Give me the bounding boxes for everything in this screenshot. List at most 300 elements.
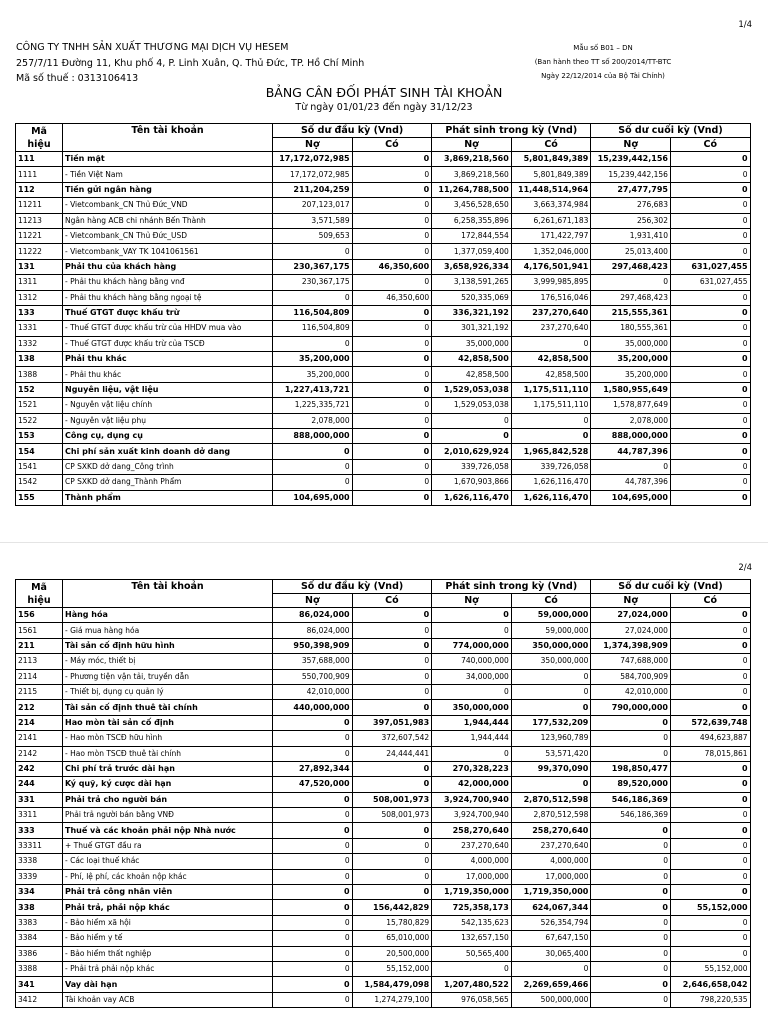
account-code: 211 — [16, 638, 63, 653]
header-movement: Phát sinh trong kỳ (Vnd) — [432, 124, 591, 138]
account-name: - Máy móc, thiết bị — [63, 654, 273, 669]
header-opening: Số dư đầu kỳ (Vnd) — [273, 124, 432, 138]
form-issued-date: Ngày 22/12/2014 của Bộ Tài Chính) — [541, 72, 665, 80]
closing-debit: 0 — [591, 715, 671, 730]
closing-debit: 0 — [591, 885, 671, 900]
opening-debit: 0 — [273, 808, 353, 823]
account-name: CP SXKD dở dang_Công trình — [63, 459, 273, 474]
table-row — [16, 961, 751, 976]
opening-debit: 35,200,000 — [273, 367, 353, 382]
opening-credit: 46,350,600 — [352, 259, 432, 274]
closing-credit: 0 — [670, 885, 750, 900]
account-code: 154 — [16, 444, 63, 459]
closing-credit: 0 — [670, 669, 750, 684]
closing-debit: 25,013,400 — [591, 244, 671, 259]
closing-credit: 0 — [670, 869, 750, 884]
closing-credit: 0 — [670, 444, 750, 459]
table-row — [16, 429, 751, 444]
header-debit: Nợ — [591, 138, 671, 152]
account-code: 131 — [16, 259, 63, 274]
closing-debit: 1,578,877,649 — [591, 398, 671, 413]
account-name: - Vietcombank_CN Thủ Đức_VND — [63, 198, 273, 213]
account-name: - Phí, lệ phí, các khoản nộp khác — [63, 869, 273, 884]
opening-debit: 211,204,259 — [273, 182, 353, 197]
company-address: 257/7/11 Đường 11, Khu phố 4, P. Linh Xuân, Q. Thủ Đức, TP. Hồ Chí Minh — [16, 57, 365, 69]
closing-credit: 0 — [670, 321, 750, 336]
closing-credit: 0 — [670, 198, 750, 213]
table-row — [16, 608, 751, 623]
table-row — [16, 321, 751, 336]
closing-credit: 0 — [670, 244, 750, 259]
header-movement: Phát sinh trong kỳ (Vnd) — [432, 580, 591, 594]
movement-credit: 1,626,116,470 — [511, 475, 591, 490]
account-code: 3386 — [16, 946, 63, 961]
movement-credit: 171,422,797 — [511, 228, 591, 243]
account-name: Vay dài hạn — [63, 977, 273, 992]
movement-debit: 1,377,059,400 — [432, 244, 512, 259]
opening-credit: 0 — [352, 198, 432, 213]
table-row — [16, 490, 751, 505]
table-row — [16, 915, 751, 930]
movement-credit: 237,270,640 — [511, 321, 591, 336]
movement-debit: 1,670,903,866 — [432, 475, 512, 490]
opening-debit: 0 — [273, 900, 353, 915]
movement-credit: 0 — [511, 336, 591, 351]
opening-debit: 509,653 — [273, 228, 353, 243]
opening-credit: 0 — [352, 490, 432, 505]
opening-debit: 0 — [273, 459, 353, 474]
company-tax-code: Mã số thuế : 0313106413 — [16, 73, 139, 84]
closing-credit: 0 — [670, 684, 750, 699]
header-debit: Nợ — [273, 138, 353, 152]
closing-credit: 0 — [670, 792, 750, 807]
closing-credit: 0 — [670, 336, 750, 351]
closing-credit: 0 — [670, 167, 750, 182]
header-name: Tên tài khoản — [63, 124, 273, 152]
closing-debit: 0 — [591, 900, 671, 915]
closing-credit: 0 — [670, 946, 750, 961]
account-code: 244 — [16, 777, 63, 792]
movement-credit: 258,270,640 — [511, 823, 591, 838]
closing-debit: 0 — [591, 854, 671, 869]
movement-debit: 50,565,400 — [432, 946, 512, 961]
table-row — [16, 977, 751, 992]
movement-debit: 1,626,116,470 — [432, 490, 512, 505]
account-code: 333 — [16, 823, 63, 838]
account-name: - Bảo hiểm xã hội — [63, 915, 273, 930]
account-code: 112 — [16, 182, 63, 197]
movement-debit: 270,328,223 — [432, 761, 512, 776]
movement-credit: 5,801,849,389 — [511, 167, 591, 182]
opening-debit: 0 — [273, 823, 353, 838]
header-credit: Có — [670, 138, 750, 152]
table-row — [16, 669, 751, 684]
header-credit: Có — [352, 138, 432, 152]
closing-debit: 1,374,398,909 — [591, 638, 671, 653]
movement-credit: 526,354,794 — [511, 915, 591, 930]
movement-debit: 1,944,444 — [432, 731, 512, 746]
closing-debit: 104,695,000 — [591, 490, 671, 505]
table-row — [16, 198, 751, 213]
movement-credit: 1,175,511,110 — [511, 398, 591, 413]
table-row — [16, 885, 751, 900]
closing-debit: 0 — [591, 838, 671, 853]
movement-debit: 42,000,000 — [432, 777, 512, 792]
table-row — [16, 823, 751, 838]
closing-debit: 0 — [591, 961, 671, 976]
closing-debit: 790,000,000 — [591, 700, 671, 715]
closing-credit: 0 — [670, 413, 750, 428]
account-name: - Bảo hiểm y tế — [63, 931, 273, 946]
account-code: 1522 — [16, 413, 63, 428]
account-name: Ký quỹ, ký cược dài hạn — [63, 777, 273, 792]
opening-credit: 0 — [352, 398, 432, 413]
table-row — [16, 382, 751, 397]
page-divider — [0, 542, 768, 543]
account-name: + Thuế GTGT đầu ra — [63, 838, 273, 853]
header-credit: Có — [670, 594, 750, 608]
account-name: - Nguyên vật liệu chính — [63, 398, 273, 413]
movement-debit: 3,138,591,265 — [432, 275, 512, 290]
movement-debit: 542,135,623 — [432, 915, 512, 930]
account-code: 1541 — [16, 459, 63, 474]
table-row — [16, 398, 751, 413]
account-name: - Hao mòn TSCĐ hữu hình — [63, 731, 273, 746]
closing-debit: 297,468,423 — [591, 259, 671, 274]
closing-credit: 0 — [670, 777, 750, 792]
movement-debit: 339,726,058 — [432, 459, 512, 474]
account-code: 1521 — [16, 398, 63, 413]
header-closing: Số dư cuối kỳ (Vnd) — [591, 580, 750, 594]
closing-credit: 0 — [670, 182, 750, 197]
account-name: - Các loại thuế khác — [63, 854, 273, 869]
opening-debit: 0 — [273, 854, 353, 869]
movement-credit: 3,663,374,984 — [511, 198, 591, 213]
account-code: 1111 — [16, 167, 63, 182]
closing-credit: 798,220,535 — [670, 992, 750, 1007]
ledger-body — [16, 152, 751, 506]
movement-credit: 99,370,090 — [511, 761, 591, 776]
movement-debit: 740,000,000 — [432, 654, 512, 669]
movement-debit: 0 — [432, 961, 512, 976]
account-name: CP SXKD dở dang_Thành Phẩm — [63, 475, 273, 490]
table-row — [16, 259, 751, 274]
account-code: 2113 — [16, 654, 63, 669]
table-row — [16, 684, 751, 699]
movement-credit: 350,000,000 — [511, 638, 591, 653]
account-name: Hàng hóa — [63, 608, 273, 623]
closing-debit: 27,024,000 — [591, 623, 671, 638]
account-code: 3384 — [16, 931, 63, 946]
movement-debit: 336,321,192 — [432, 305, 512, 320]
opening-debit: 0 — [273, 977, 353, 992]
movement-debit: 1,944,444 — [432, 715, 512, 730]
movement-credit: 339,726,058 — [511, 459, 591, 474]
page-number: 1/4 — [738, 20, 752, 30]
opening-credit: 0 — [352, 321, 432, 336]
opening-credit: 15,780,829 — [352, 915, 432, 930]
movement-credit: 0 — [511, 413, 591, 428]
closing-credit: 494,623,887 — [670, 731, 750, 746]
closing-credit: 0 — [670, 152, 750, 167]
opening-debit: 0 — [273, 838, 353, 853]
opening-debit: 17,172,072,985 — [273, 152, 353, 167]
form-issued-by: (Ban hành theo TT số 200/2014/TT-BTC — [534, 58, 672, 66]
opening-debit: 0 — [273, 290, 353, 305]
opening-credit: 0 — [352, 167, 432, 182]
account-name: - Thuế GTGT được khấu trừ của TSCĐ — [63, 336, 273, 351]
account-code: 1332 — [16, 336, 63, 351]
movement-credit: 0 — [511, 669, 591, 684]
closing-debit: 44,787,396 — [591, 444, 671, 459]
table-row — [16, 792, 751, 807]
account-name: Tài sản cố định hữu hình — [63, 638, 273, 653]
movement-debit: 3,456,528,650 — [432, 198, 512, 213]
opening-credit: 0 — [352, 244, 432, 259]
movement-credit: 5,801,849,389 — [511, 152, 591, 167]
closing-credit: 631,027,455 — [670, 259, 750, 274]
opening-credit: 0 — [352, 700, 432, 715]
movement-credit: 500,000,000 — [511, 992, 591, 1007]
closing-credit: 0 — [670, 838, 750, 853]
movement-credit: 0 — [511, 684, 591, 699]
account-name: Thành phẩm — [63, 490, 273, 505]
closing-debit: 1,931,410 — [591, 228, 671, 243]
account-name: Phải trả, phải nộp khác — [63, 900, 273, 915]
movement-debit: 0 — [432, 684, 512, 699]
account-code: 2115 — [16, 684, 63, 699]
account-code: 3338 — [16, 854, 63, 869]
movement-credit: 3,999,985,895 — [511, 275, 591, 290]
movement-credit: 2,870,512,598 — [511, 808, 591, 823]
table-row — [16, 838, 751, 853]
movement-credit: 4,000,000 — [511, 854, 591, 869]
closing-debit: 15,239,442,156 — [591, 167, 671, 182]
movement-debit: 132,657,150 — [432, 931, 512, 946]
account-name: - Vietcombank_CN Thủ Đức_USD — [63, 228, 273, 243]
account-code: 331 — [16, 792, 63, 807]
account-code: 1312 — [16, 290, 63, 305]
closing-debit: 546,186,369 — [591, 808, 671, 823]
header-closing: Số dư cuối kỳ (Vnd) — [591, 124, 750, 138]
closing-debit: 42,010,000 — [591, 684, 671, 699]
opening-credit: 0 — [352, 275, 432, 290]
closing-debit: 198,850,477 — [591, 761, 671, 776]
closing-debit: 0 — [591, 275, 671, 290]
opening-credit: 0 — [352, 213, 432, 228]
movement-debit: 3,924,700,940 — [432, 808, 512, 823]
account-code: 152 — [16, 382, 63, 397]
movement-debit: 0 — [432, 623, 512, 638]
table-row — [16, 444, 751, 459]
closing-debit: 747,688,000 — [591, 654, 671, 669]
table-row — [16, 167, 751, 182]
opening-credit: 0 — [352, 413, 432, 428]
table-row — [16, 931, 751, 946]
account-name: Tài khoản vay ACB — [63, 992, 273, 1007]
opening-credit: 0 — [352, 475, 432, 490]
opening-debit: 1,227,413,721 — [273, 382, 353, 397]
closing-debit: 15,239,442,156 — [591, 152, 671, 167]
account-name: Phải trả cho người bán — [63, 792, 273, 807]
closing-debit: 2,078,000 — [591, 413, 671, 428]
opening-debit: 17,172,072,985 — [273, 167, 353, 182]
opening-credit: 55,152,000 — [352, 961, 432, 976]
table-row — [16, 638, 751, 653]
movement-debit: 774,000,000 — [432, 638, 512, 653]
opening-debit: 2,078,000 — [273, 413, 353, 428]
account-code: 1542 — [16, 475, 63, 490]
table-row — [16, 992, 751, 1007]
movement-credit: 2,269,659,466 — [511, 977, 591, 992]
closing-debit: 584,700,909 — [591, 669, 671, 684]
opening-debit: 357,688,000 — [273, 654, 353, 669]
movement-debit: 1,207,480,522 — [432, 977, 512, 992]
opening-debit: 950,398,909 — [273, 638, 353, 653]
table-row — [16, 413, 751, 428]
account-name: Tiền gửi ngân hàng — [63, 182, 273, 197]
closing-credit: 572,639,748 — [670, 715, 750, 730]
opening-credit: 1,584,479,098 — [352, 977, 432, 992]
account-name: - Bảo hiểm thất nghiệp — [63, 946, 273, 961]
account-name: Tiền mặt — [63, 152, 273, 167]
closing-credit: 0 — [670, 475, 750, 490]
movement-debit: 3,658,926,334 — [432, 259, 512, 274]
header-debit: Nợ — [432, 138, 512, 152]
movement-credit: 59,000,000 — [511, 623, 591, 638]
movement-credit: 1,626,116,470 — [511, 490, 591, 505]
movement-debit: 258,270,640 — [432, 823, 512, 838]
opening-credit: 0 — [352, 885, 432, 900]
closing-debit: 0 — [591, 731, 671, 746]
table-row — [16, 731, 751, 746]
closing-credit: 0 — [670, 490, 750, 505]
opening-credit: 156,442,829 — [352, 900, 432, 915]
opening-debit: 230,367,175 — [273, 259, 353, 274]
account-code: 2142 — [16, 746, 63, 761]
ledger-table — [15, 123, 751, 506]
opening-credit: 0 — [352, 352, 432, 367]
movement-debit: 3,869,218,560 — [432, 152, 512, 167]
account-code: 1331 — [16, 321, 63, 336]
movement-debit: 301,321,192 — [432, 321, 512, 336]
closing-debit: 35,200,000 — [591, 352, 671, 367]
movement-credit: 6,261,671,183 — [511, 213, 591, 228]
closing-credit: 0 — [670, 608, 750, 623]
table-row — [16, 808, 751, 823]
movement-credit: 11,448,514,964 — [511, 182, 591, 197]
closing-debit: 276,683 — [591, 198, 671, 213]
movement-credit: 42,858,500 — [511, 367, 591, 382]
account-name: - Vietcombank_VAY TK 1041061561 — [63, 244, 273, 259]
header-opening: Số dư đầu kỳ (Vnd) — [273, 580, 432, 594]
account-code: 2114 — [16, 669, 63, 684]
opening-credit: 0 — [352, 444, 432, 459]
closing-credit: 0 — [670, 382, 750, 397]
ledger-body — [16, 608, 751, 1008]
table-row — [16, 475, 751, 490]
opening-debit: 0 — [273, 475, 353, 490]
account-code: 3388 — [16, 961, 63, 976]
opening-credit: 0 — [352, 854, 432, 869]
closing-debit: 1,580,955,649 — [591, 382, 671, 397]
form-number: Mẫu số B01 – DN — [573, 44, 633, 52]
account-code: 341 — [16, 977, 63, 992]
account-code: 133 — [16, 305, 63, 320]
account-name: Thuế và các khoản phải nộp Nhà nước — [63, 823, 273, 838]
opening-debit: 0 — [273, 731, 353, 746]
opening-debit: 86,024,000 — [273, 608, 353, 623]
movement-debit: 42,858,500 — [432, 367, 512, 382]
table-row — [16, 715, 751, 730]
movement-debit: 42,858,500 — [432, 352, 512, 367]
account-code: 153 — [16, 429, 63, 444]
movement-credit: 237,270,640 — [511, 838, 591, 853]
opening-credit: 65,010,000 — [352, 931, 432, 946]
opening-credit: 0 — [352, 684, 432, 699]
table-row — [16, 290, 751, 305]
movement-debit: 237,270,640 — [432, 838, 512, 853]
table-row — [16, 900, 751, 915]
closing-debit: 0 — [591, 946, 671, 961]
closing-debit: 0 — [591, 459, 671, 474]
closing-credit: 2,646,658,042 — [670, 977, 750, 992]
movement-credit: 1,175,511,110 — [511, 382, 591, 397]
movement-debit: 0 — [432, 608, 512, 623]
opening-credit: 0 — [352, 823, 432, 838]
movement-credit: 59,000,000 — [511, 608, 591, 623]
account-code: 156 — [16, 608, 63, 623]
account-code: 11211 — [16, 198, 63, 213]
account-name: Chi phí sản xuất kinh doanh dở dang — [63, 444, 273, 459]
movement-credit: 0 — [511, 700, 591, 715]
account-name: Công cụ, dụng cụ — [63, 429, 273, 444]
movement-debit: 11,264,788,500 — [432, 182, 512, 197]
movement-debit: 172,844,554 — [432, 228, 512, 243]
table-row — [16, 367, 751, 382]
opening-credit: 0 — [352, 152, 432, 167]
table-row — [16, 336, 751, 351]
opening-debit: 0 — [273, 961, 353, 976]
opening-debit: 0 — [273, 946, 353, 961]
account-code: 214 — [16, 715, 63, 730]
opening-debit: 35,200,000 — [273, 352, 353, 367]
closing-credit: 55,152,000 — [670, 900, 750, 915]
opening-debit: 1,225,335,721 — [273, 398, 353, 413]
movement-debit: 976,058,565 — [432, 992, 512, 1007]
movement-credit: 624,067,344 — [511, 900, 591, 915]
account-name: - Tiền Việt Nam — [63, 167, 273, 182]
closing-credit: 0 — [670, 459, 750, 474]
closing-debit: 35,200,000 — [591, 367, 671, 382]
opening-debit: 116,504,809 — [273, 305, 353, 320]
account-name: - Thiết bị, dụng cụ quản lý — [63, 684, 273, 699]
opening-debit: 550,700,909 — [273, 669, 353, 684]
ledger-table — [15, 579, 751, 1008]
opening-credit: 0 — [352, 336, 432, 351]
closing-debit: 0 — [591, 869, 671, 884]
table-row — [16, 869, 751, 884]
opening-credit: 0 — [352, 838, 432, 853]
table-row — [16, 352, 751, 367]
movement-debit: 350,000,000 — [432, 700, 512, 715]
closing-credit: 631,027,455 — [670, 275, 750, 290]
closing-credit: 0 — [670, 213, 750, 228]
account-code: 334 — [16, 885, 63, 900]
opening-debit: 116,504,809 — [273, 321, 353, 336]
table-row — [16, 244, 751, 259]
movement-debit: 1,719,350,000 — [432, 885, 512, 900]
